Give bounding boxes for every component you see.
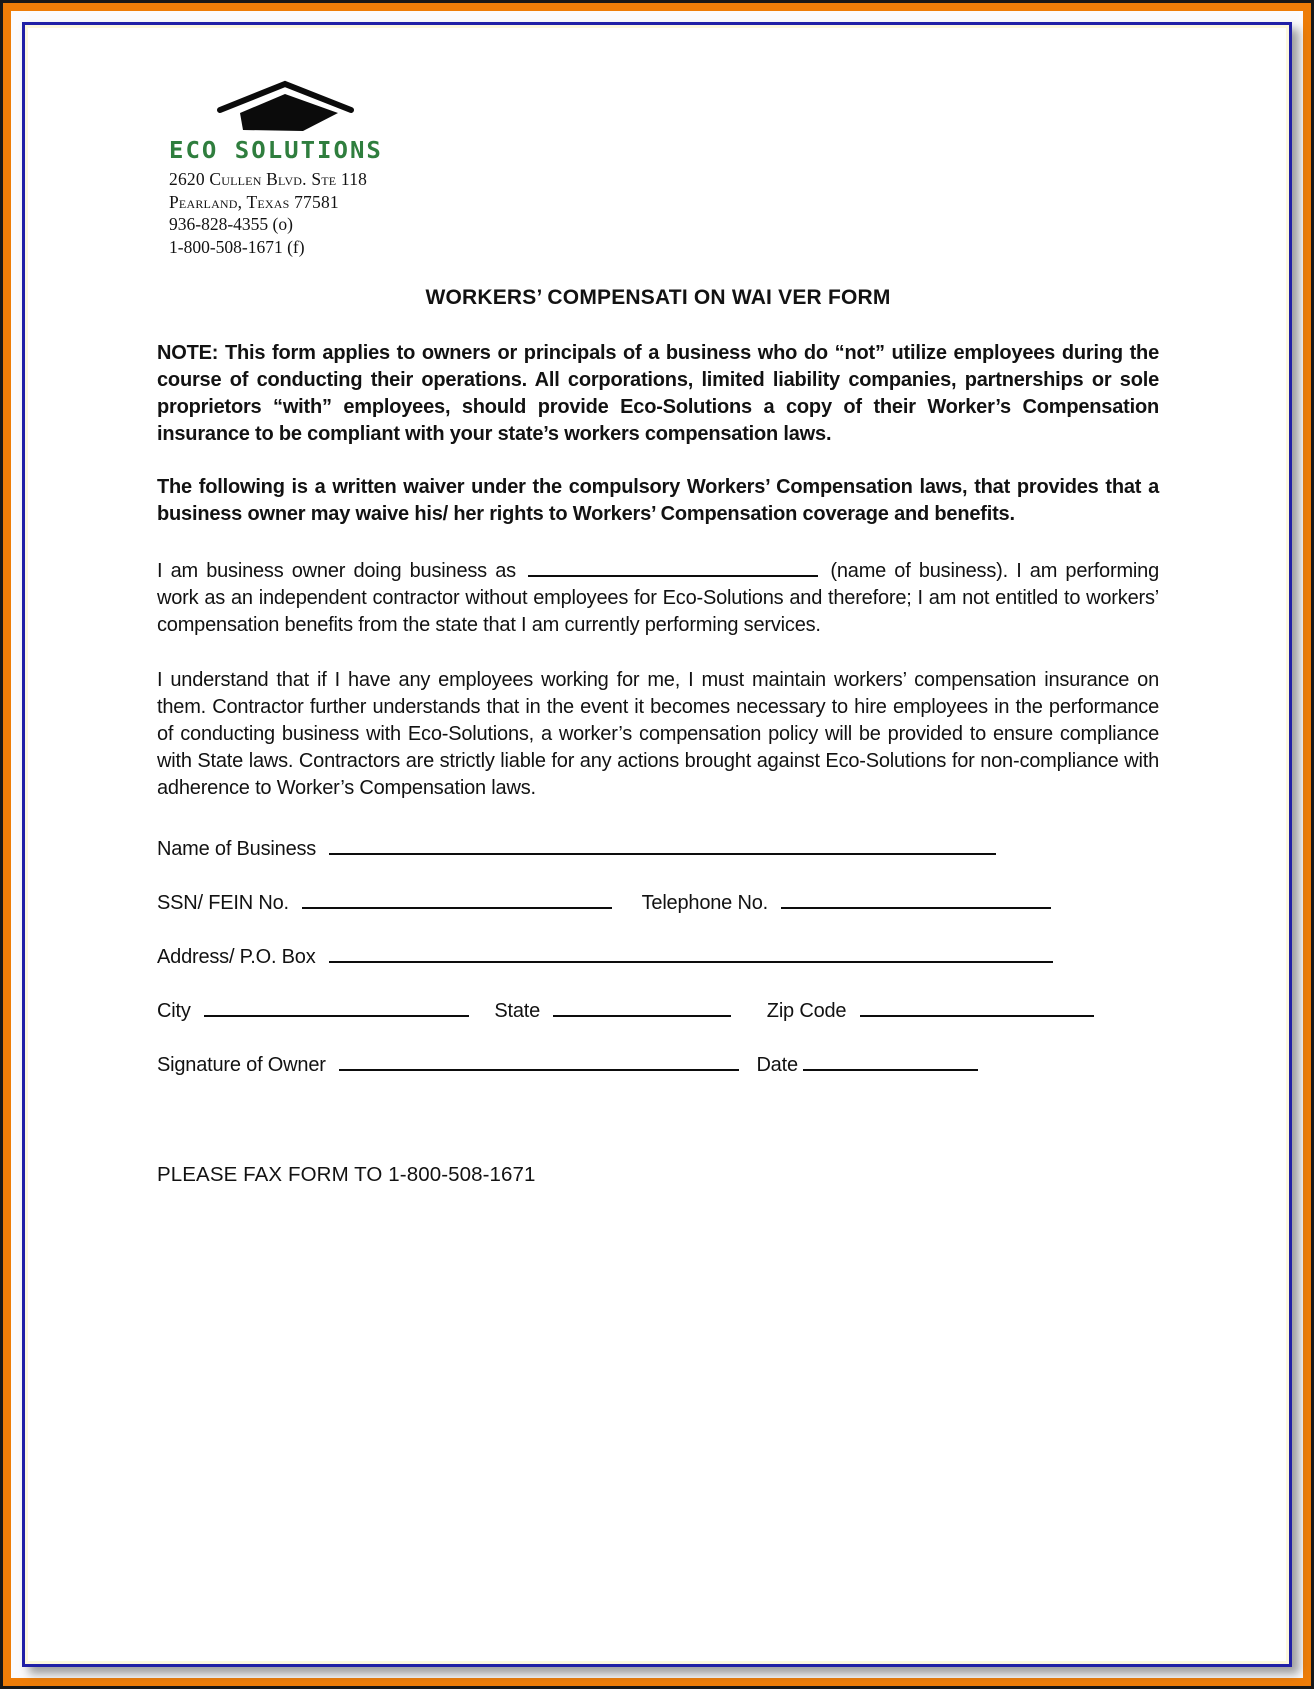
company-logo-name: ECO SOLUTIONS	[169, 137, 383, 164]
phone-fax: 1-800-508-1671 (f)	[169, 236, 305, 257]
date-blank[interactable]	[803, 1052, 978, 1071]
fax-instruction: PLEASE FAX FORM TO 1-800-508-1671	[157, 1163, 536, 1186]
business-name-row	[157, 836, 1159, 863]
document-content	[25, 25, 1289, 1187]
note-paragraph: NOTE: This form applies to owners or principals of a business who do “not” utilize employees during the course of conducting their operations. All corporations, limited liability companies, partnerships or sole proprietors “with” employees, should provide Eco-Solutions a copy of their Worker’s Compensation insurance to be compliant with your state’s workers compensation laws.	[157, 342, 1159, 445]
document-sheet	[22, 22, 1292, 1667]
telephone-label: Telephone No.	[641, 892, 768, 914]
form-title: WORKERS’ COMPENSATI ON WAI VER FORM	[425, 286, 891, 309]
date-label: Date	[756, 1054, 798, 1076]
declaration-paragraph	[157, 558, 1159, 639]
ssn-telephone-row	[157, 890, 1159, 917]
state-blank[interactable]	[553, 998, 731, 1017]
zip-code-label: Zip Code	[766, 1000, 847, 1022]
understanding-paragraph: I understand that if I have any employees working for me, I must maintain workers’ compensation insurance on them. Contractor further understands that in the event it becomes necessary to hire employees in the performance of conducting business with Eco-Solutions, a worker’s compensation policy will be provided to ensure compliance with State laws. Contractors are strictly liable for any actions brought against Eco-Solutions for non-compliance with adherence to Worker’s Compensation laws.	[157, 669, 1159, 799]
address-blank[interactable]	[329, 944, 1053, 963]
zip-code-blank[interactable]	[860, 998, 1094, 1017]
address-row	[157, 944, 1159, 971]
address-line-1: 2620 Cullen Blvd. Ste 118	[169, 169, 368, 189]
declaration-text-post: (name of business). I am performing work as an independent contractor without employees for Eco-Solutions and therefore; I am not entitled to workers’ compensation benefits from the state that I am currently performing services.	[157, 560, 1159, 636]
telephone-blank[interactable]	[781, 890, 1051, 909]
city-state-zip-row	[157, 998, 1159, 1025]
business-name-inline-blank[interactable]	[528, 558, 818, 577]
phone-office: 936-828-4355 (o)	[169, 214, 293, 234]
city-blank[interactable]	[204, 998, 469, 1017]
signature-blank[interactable]	[339, 1052, 739, 1071]
business-name-label: Name of Business	[157, 838, 317, 860]
business-name-blank[interactable]	[329, 836, 996, 855]
waiver-intro-paragraph: The following is a written waiver under the compulsory Workers’ Compensation laws, that provides that a business owner may waive his/ her rights to Workers’ Compensation coverage and benefits.	[157, 476, 1159, 525]
declaration-text-pre: I am business owner doing business as	[157, 560, 516, 582]
address-po-box-label: Address/ P.O. Box	[157, 946, 316, 968]
ssn-fein-blank[interactable]	[302, 890, 612, 909]
signature-label: Signature of Owner	[157, 1054, 326, 1076]
state-label: State	[494, 1000, 541, 1022]
city-label: City	[157, 1000, 191, 1022]
ssn-fein-label: SSN/ FEIN No.	[157, 892, 289, 914]
roof-icon	[213, 79, 363, 137]
address-line-2: Pearland, Texas 77581	[169, 191, 339, 212]
company-header	[169, 79, 1159, 258]
company-address-block	[169, 168, 1159, 258]
signature-date-row	[157, 1052, 1159, 1079]
